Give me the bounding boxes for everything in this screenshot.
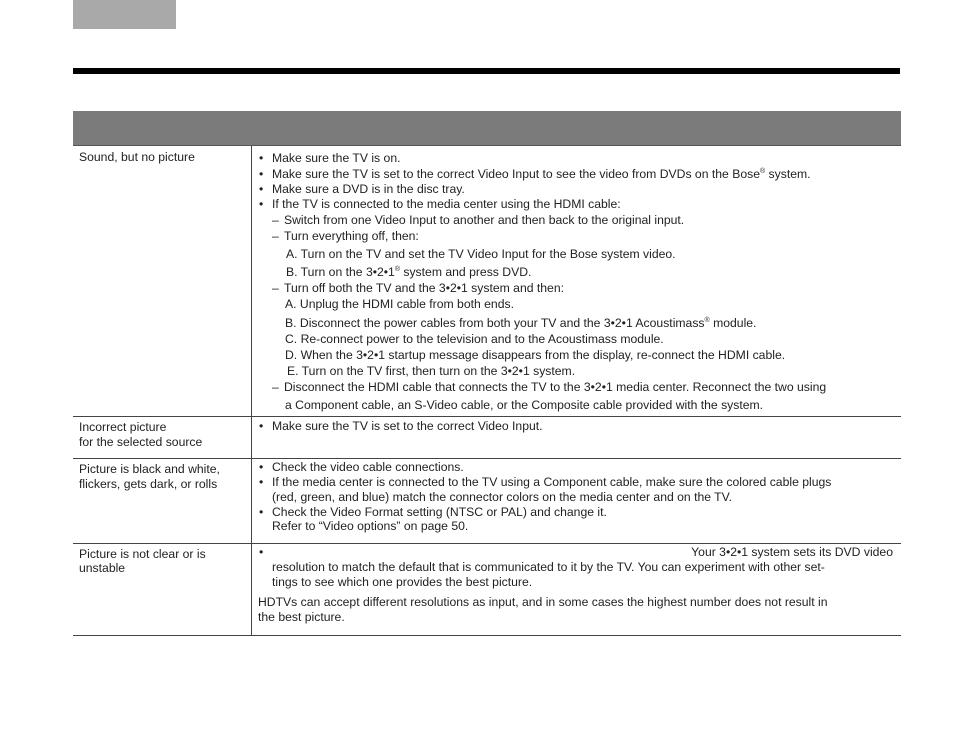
table-header-bar (73, 111, 901, 146)
header-rule (73, 68, 900, 74)
solution-cell (252, 544, 901, 635)
problem-cell (73, 459, 252, 543)
table-row (73, 459, 901, 544)
dash-item: – Turn everything off, then: (258, 228, 893, 244)
bullet-item: • Check the video cable connections. (258, 460, 893, 475)
problem-cell (73, 146, 252, 416)
dash-item: – Switch from one Video Input to another and then back to the original input. (258, 212, 893, 228)
problem-text: for the selected source (79, 435, 203, 449)
solution-cell (252, 146, 901, 416)
problem-cell (73, 417, 252, 458)
paragraph-line: the best picture. (258, 610, 345, 624)
step-item: B. Disconnect the power cables from both your TV and the 3•2•1 Acoustimass® module. (285, 316, 757, 330)
troubleshooting-table (73, 111, 901, 636)
table-row (73, 146, 901, 417)
problem-text: flickers, gets dark, or rolls (79, 477, 218, 491)
bullet-item: • Check the Video Format setting (NTSC or PAL) and change it. (258, 505, 893, 519)
chapter-tab (73, 0, 176, 29)
step-item: D. When the 3•2•1 startup message disappears from the display, re-connect the HDMI cable. (285, 348, 786, 362)
bullet-continuation: tings to see which one provides the best picture. (272, 575, 533, 589)
bullet-continuation: resolution to match the default that is communicated to it by the TV. You can experiment with other set- (272, 560, 825, 574)
bullet-item: • Make sure the TV is set to the correct Video Input to see the video from DVDs on the Bose® system. (258, 166, 893, 182)
bullet-continuation: Refer to “Video options” on page 50. (272, 519, 469, 533)
bullet-continuation: (red, green, and blue) match the connector colors on the media center and on the TV. (272, 490, 733, 504)
step-item: A. Unplug the HDMI cable from both ends. (285, 297, 514, 311)
table-row (73, 417, 901, 459)
step-item: B. Turn on the 3•2•1® system and press DVD. (286, 265, 532, 279)
problem-text: Incorrect picture (79, 420, 167, 434)
dash-item: – Disconnect the HDMI cable that connects the TV to the 3•2•1 media center. Reconnect the two using (258, 379, 893, 395)
problem-text: Picture is not clear or is (79, 547, 206, 561)
problem-text: unstable (79, 561, 126, 575)
bullet-item: • Make sure the TV is set to the correct Video Input. (258, 418, 893, 434)
solution-cell (252, 459, 901, 543)
step-item: E. Turn on the TV first, then turn on the 3•2•1 system. (287, 364, 576, 378)
solution-cell (252, 417, 901, 458)
table-row (73, 544, 901, 636)
problem-text: Picture is black and white, (79, 462, 220, 476)
step-item: C. Re-connect power to the television and to the Acoustimass module. (285, 332, 664, 346)
bullet-item: • Your 3•2•1 system sets its DVD video (258, 545, 893, 560)
dash-item-continuation: a Component cable, an S-Video cable, or the Composite cable provided with the system. (285, 398, 764, 412)
step-item: A. Turn on the TV and set the TV Video Input for the Bose system video. (286, 247, 676, 261)
dash-item: – Turn off both the TV and the 3•2•1 system and then: (258, 280, 893, 296)
bullet-item: • Make sure the TV is on. (258, 150, 893, 166)
bullet-item: • If the media center is connected to the TV using a Component cable, make sure the colored cable plugs (258, 475, 893, 490)
bullet-item: • If the TV is connected to the media center using the HDMI cable: (258, 196, 893, 212)
problem-text: Sound, but no picture (79, 150, 195, 164)
bullet-item: • Make sure a DVD is in the disc tray. (258, 181, 893, 197)
paragraph-line: HDTVs can accept different resolutions as input, and in some cases the highest number does not result in (258, 595, 828, 609)
problem-cell (73, 544, 252, 635)
